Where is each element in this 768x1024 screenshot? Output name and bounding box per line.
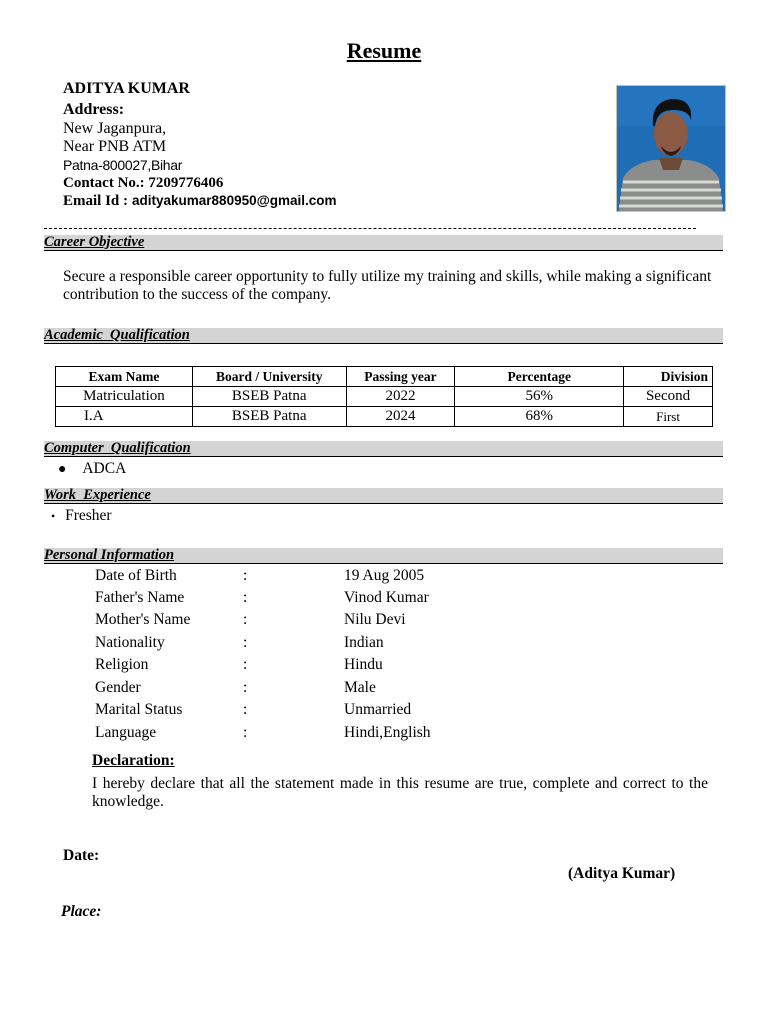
pi-value-religion: Hindu — [344, 656, 383, 673]
section-personal-information: Personal Information — [44, 548, 723, 564]
profile-photo — [616, 85, 726, 212]
pi-label-mother: Mother's Name — [95, 611, 191, 628]
section-academic-qualification: Academic Qualification — [44, 328, 723, 344]
pi-value-father: Vinod Kumar — [344, 589, 429, 606]
section-computer-qualification: Computer Qualification — [44, 441, 723, 457]
section-career-objective: Career Objective — [44, 235, 723, 251]
pi-value-marital: Unmarried — [344, 701, 412, 718]
date-label: Date: — [63, 847, 100, 864]
pi-label-marital: Marital Status — [95, 701, 183, 718]
pi-value-language: Hindi,English — [344, 724, 431, 741]
table-header: Exam Name — [56, 367, 193, 387]
pi-colon: : — [243, 567, 248, 584]
list-item: • Fresher — [51, 507, 112, 524]
header-divider — [44, 228, 696, 229]
table-cell: Second — [624, 387, 713, 407]
email — [63, 193, 337, 210]
table-cell: 68% — [455, 407, 624, 427]
pi-label-father: Father's Name — [95, 589, 185, 606]
bullet-icon: • — [51, 509, 56, 523]
email-value: adityakumar880950@gmail.com — [132, 193, 337, 208]
pi-label-language: Language — [95, 724, 157, 741]
table-cell: 2024 — [346, 407, 455, 427]
address-line-3: Patna-800027,Bihar — [63, 157, 183, 173]
table-row — [56, 387, 713, 407]
contact-number — [63, 175, 223, 192]
table-cell: 56% — [455, 387, 624, 407]
contact-value: 7209776406 — [148, 175, 224, 191]
table-header: Percentage — [455, 367, 624, 387]
table-cell: BSEB Patna — [192, 387, 346, 407]
pi-colon: : — [243, 679, 248, 696]
table-cell: 2022 — [346, 387, 455, 407]
academic-table — [55, 366, 713, 427]
table-header-row — [56, 367, 713, 387]
address-line-1: New Jaganpura, — [63, 120, 167, 137]
career-objective-text: Secure a responsible career opportunity to fully utilize my training and skills, while making a significant contribution to the success of the company. — [63, 268, 712, 303]
pi-value-gender: Male — [344, 679, 376, 696]
pi-label-nationality: Nationality — [95, 634, 165, 651]
table-cell: Matriculation — [56, 387, 193, 407]
bullet-icon: ● — [58, 462, 67, 477]
pi-value-dob: 19 Aug 2005 — [344, 567, 425, 584]
address-label: Address: — [63, 101, 125, 118]
pi-value-mother: Nilu Devi — [344, 611, 406, 628]
pi-value-nationality: Indian — [344, 634, 384, 651]
email-label: Email Id : — [63, 193, 129, 209]
pi-colon: : — [243, 656, 248, 673]
resume-title: Resume — [346, 38, 422, 63]
table-header: Board / University — [192, 367, 346, 387]
table-cell: First — [624, 407, 713, 427]
signature-name: (Aditya Kumar) — [568, 865, 676, 882]
section-work-experience: Work Experience — [44, 488, 723, 504]
pi-colon: : — [243, 701, 248, 718]
pi-colon: : — [243, 589, 248, 606]
contact-label: Contact No.: — [63, 175, 145, 191]
candidate-name: ADITYA KUMAR — [63, 80, 190, 97]
declaration-text: I hereby declare that all the statement made in this resume are true, complete and correct to the knowledge. — [92, 775, 708, 810]
pi-label-dob: Date of Birth — [95, 567, 177, 584]
table-cell: I.A — [56, 407, 193, 427]
table-cell: BSEB Patna — [192, 407, 346, 427]
table-header: Division — [624, 367, 713, 387]
table-row — [56, 407, 713, 427]
pi-label-religion: Religion — [95, 656, 149, 673]
person-photo-icon — [617, 86, 725, 211]
address-line-2: Near PNB ATM — [63, 138, 167, 155]
pi-colon: : — [243, 634, 248, 651]
pi-colon: : — [243, 724, 248, 741]
list-item: ● ADCA — [58, 460, 127, 477]
pi-colon: : — [243, 611, 248, 628]
table-header: Passing year — [346, 367, 455, 387]
pi-label-gender: Gender — [95, 679, 141, 696]
declaration-title: Declaration: — [92, 752, 175, 769]
place-label: Place: — [61, 903, 102, 920]
